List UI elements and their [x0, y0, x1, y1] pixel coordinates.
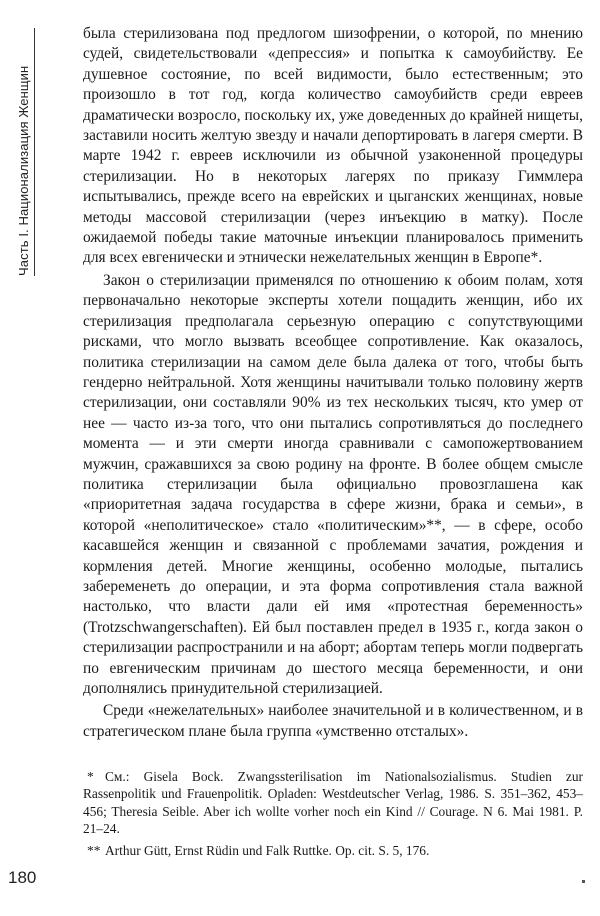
running-head-title: Часть I. Национализация Женщин [16, 65, 31, 276]
corner-mark [582, 880, 585, 883]
footnote-2-text: Arthur Gütt, Ernst Rüdin und Falk Ruttke. Op. cit. S. 5, 176. [105, 842, 430, 858]
paragraph-1: была стерилизована под предлогом шизофрении, о которой, по мнению судей, свидетельствовали «депрессия» и попытка к самоубийству. Ее душевное состояние, по всей видимости, было естественным; это произошло в тот год, когда количество самоубийств среди евреев драматически возросло, поскольку их, уже доведенных до крайней нищеты, заставили носить желтую звезду и начали депортировать в лагеря смерти. В марте 1942 г. евреев исключили из обычной узаконенной процедуры стерилизации. Но в некоторых лагерях по приказу Гиммлера испытывались, прежде всего на еврейских и цыганских женщинах, новые методы массовой стерилизации (через инъекцию в матку). После ожидаемой победы такие маточные инъекции планировалось применить для всех евгенически и этнически нежелательных женщин в Европе*. [83, 25, 583, 267]
paragraph-2: Закон о стерилизации применялся по отношению к обоим полам, хотя первоначально некоторые эксперты хотели пощадить женщин, ибо их стерилизация предполагала серьезную операцию с сопутствующими рисками, что могло вызвать всеобщее сопротивление. Как оказалось, политика стерилизации на самом деле была далека от того, чтобы быть гендерно нейтральной. Хотя женщины начитывали только половину жертв стерилизации, они составляли 90% из тех нескольких тысяч, кто умер от нее — часто из-за того, что они пытались сопротивляться до последнего момента — и эти смерти иногда сравнивали с самопожертвованием мужчин, сражавшихся за свою родину на фронте. В более общем смысле политика стерилизации была официально провозглашена как «приоритетная задача государства в сфере жизни, брака и семьи», в которой «неполитическое» стало «политическим»**, — в сфере, особо касавшейся женщин и связанной с проблемами зачатия, рождения и кормления детей. Многие женщины, особенно молодые, пытались забеременеть до операции, и эта форма сопротивления стала важной настолько, что власти дали ей имя «протестная беременность» (Trotzschwangerschaften). Ей был поставлен предел в 1935 г., когда закон о стерилизации распространили и на аборт; абортам теперь могли подвергать по евгеническим причинам до шестого месяца беременности, и они дополнялись принудительной стерилизацией. [83, 271, 583, 697]
footnote-1-text: См.: Gisela Bock. Zwangssterilisation im Nationalsozialismus. Studien zur Rassenpolitik und Frauenpolitik. Opladen: Westdeutscher Verlag, 1986. S. 351–362, 453–456; Theresia Seible. Aber ich wollte vorher noch ein Kind // Courage. N 6. Mai 1981. P. 21–24. [83, 769, 583, 837]
footnote-2 [83, 842, 583, 859]
paragraph-3: Среди «нежелательных» наиболее значительной и в количественном, и в стратегическом плане была группа «умственно отсталых». [83, 702, 583, 740]
footnotes [83, 768, 583, 863]
footnote-1 [83, 768, 583, 838]
footnote-2-mark: ** [87, 842, 101, 858]
main-text [83, 24, 583, 742]
running-head [0, 0, 44, 300]
running-head-rule [34, 28, 35, 276]
footnote-1-mark: * [87, 769, 94, 784]
page-number: 180 [8, 868, 37, 887]
